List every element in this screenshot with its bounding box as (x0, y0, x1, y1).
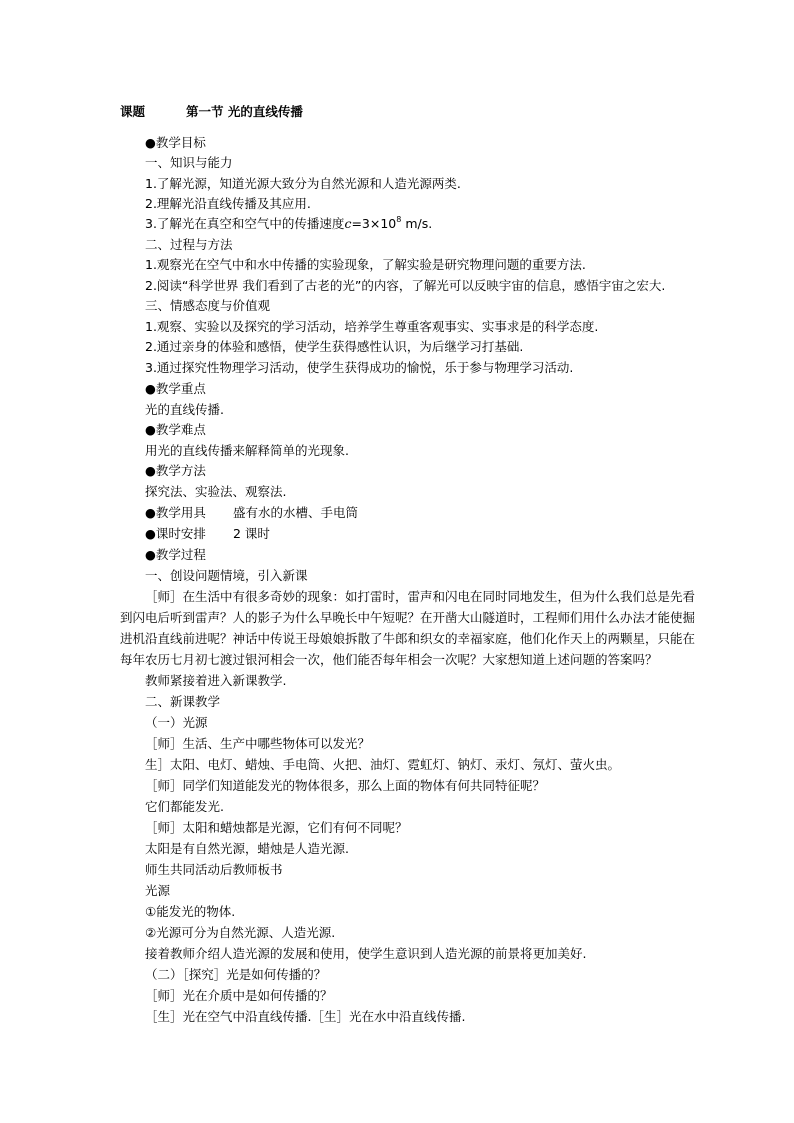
section-heading-keypoint: ●教学重点 (145, 381, 206, 396)
objective-item: 1.了解光源，知道光源大致分为自然光源和人造光源两类. (145, 176, 461, 191)
subheading-intro: 一、创设问题情境，引入新课 (145, 568, 308, 583)
board-heading: 光源 (145, 883, 171, 898)
paragraph-line: 教师紧接着进入新课教学. (145, 673, 287, 688)
methods-text: 探究法、实验法、观察法. (145, 484, 287, 499)
objective-item: 2.通过亲身的体验和感悟，使学生获得感性认识，为后继学习打基础. (145, 339, 524, 354)
dialogue-line: ［师］太阳和蜡烛都是光源，它们有何不同呢？ (145, 820, 408, 835)
tools-value: 盛有水的水槽、手电筒 (233, 505, 359, 520)
schedule-value: 2 课时 (233, 526, 270, 541)
section-heading-objectives: ●教学目标 (145, 135, 206, 150)
subheading-process: 二、过程与方法 (145, 237, 233, 252)
subheading-propagation: （二）［探究］光是如何传播的？ (145, 967, 327, 982)
dialogue-line: 它们都能发光. (145, 799, 224, 814)
dialogue-line: 生］太阳、电灯、蜡烛、手电筒、火把、油灯、霓虹灯、钠灯、汞灯、氖灯、萤火虫。 (145, 757, 621, 772)
subheading-light-source: （一）光源 (145, 715, 208, 730)
paragraph-line: 师生共同活动后教师板书 (145, 862, 283, 877)
paragraph-line: ［师］在生活中有很多奇妙的现象：如打雷时，雷声和闪电在同时同地发生，但为什么我们总是先看 (145, 589, 696, 604)
section-heading-methods: ●教学方法 (145, 463, 206, 478)
subheading-attitude: 三、情感态度与价值观 (145, 298, 271, 313)
dialogue-line: 太阳是有自然光源，蜡烛是人造光源. (145, 841, 349, 856)
board-item: ①能发光的物体. (145, 904, 236, 919)
tools-label: ●教学用具 (145, 505, 206, 520)
subheading-knowledge: 一、知识与能力 (145, 155, 233, 170)
objective-item-speed: 3.了解光在真空和空气中的传播速度$c=3\times 10^8$ m/s. (145, 215, 433, 231)
subheading-new-lesson: 二、新课教学 (145, 694, 221, 709)
paragraph-line: 到闪电后听到雷声？人的影子为什么早晚长中午短呢？在开凿大山隧道时，工程师们用什么办法才能使掘 (120, 610, 696, 625)
objective-item: 1.观察、实验以及探究的学习活动，培养学生尊重客观事实、实事求是的科学态度. (145, 319, 599, 334)
dialogue-line: ［师］光在介质中是如何传播的？ (145, 988, 333, 1003)
objective-item: 2.理解光沿直线传播及其应用. (145, 196, 311, 211)
schedule-label: ●课时安排 (145, 526, 206, 541)
objective-item: 2.阅读“科学世界 我们看到了古老的光”的内容，了解光可以反映宇宙的信息，感悟宇宙之宏大. (145, 278, 666, 293)
keypoint-text: 光的直线传播. (145, 402, 224, 417)
paragraph-line: 进机沿直线前进呢？神话中传说王母娘娘拆散了牛郎和织女的幸福家庭，他们化作天上的两颗星，只能在 (120, 631, 696, 646)
title-text: 第一节 光的直线传播 (186, 104, 303, 119)
lesson-title (120, 104, 303, 120)
paragraph-line: 接着教师介绍人造光源的发展和使用，使学生意识到人造光源的前景将更加美好. (145, 946, 587, 961)
dialogue-line: ［师］同学们知道能发光的物体很多，那么上面的物体有何共同特征呢？ (145, 778, 546, 793)
schedule-line (145, 526, 270, 542)
dialogue-line: ［生］光在空气中沿直线传播.［生］光在水中沿直线传播. (145, 1009, 466, 1024)
board-item: ②光源可分为自然光源、人造光源. (145, 925, 336, 940)
paragraph-line: 每年农历七月初七渡过银河相会一次，他们能否每年相会一次呢？大家想知道上述问题的答案吗？ (120, 652, 658, 667)
objective-item: 3.通过探究性物理学习活动，使学生获得成功的愉悦，乐于参与物理学习活动. (145, 360, 574, 375)
tools-line (145, 505, 358, 521)
section-heading-difficulty: ●教学难点 (145, 422, 206, 437)
section-heading-process: ●教学过程 (145, 547, 206, 562)
dialogue-line: ［师］生活、生产中哪些物体可以发光？ (145, 736, 371, 751)
title-label: 课题 (120, 104, 146, 119)
objective-item: 1.观察光在空气中和水中传播的实验现象，了解实验是研究物理问题的重要方法. (145, 257, 586, 272)
difficulty-text: 用光的直线传播来解释简单的光现象. (145, 443, 349, 458)
